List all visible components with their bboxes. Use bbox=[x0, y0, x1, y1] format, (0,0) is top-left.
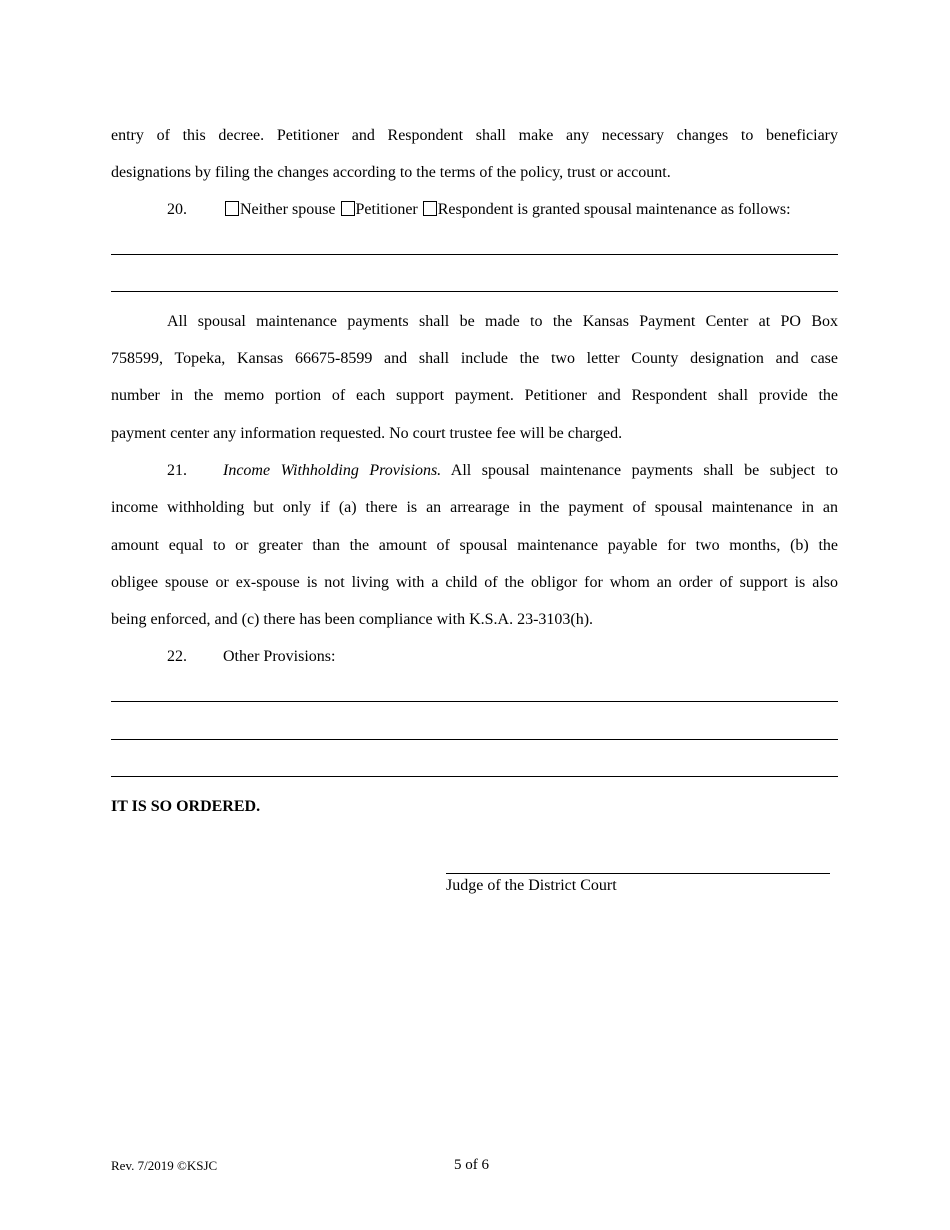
payments-line-4: payment center any information requested. No court trustee fee will be charged. bbox=[111, 425, 623, 442]
item-20-number: 20. bbox=[167, 201, 187, 218]
respondent-label: Respondent is granted spousal maintenance as follows: bbox=[437, 201, 791, 218]
item-22-label: Other Provisions: bbox=[223, 648, 336, 665]
item-21-line-4: obligee spouse or ex-spouse is not living with a child of the obligor for whom an order of support is also bbox=[111, 574, 838, 591]
item-21-title: Income Withholding Provisions. bbox=[223, 462, 442, 479]
judge-signature-line[interactable] bbox=[446, 873, 830, 874]
item-21-line-1 bbox=[223, 461, 838, 481]
item-21-number: 21. bbox=[167, 462, 187, 479]
neither-spouse-checkbox[interactable] bbox=[225, 201, 239, 216]
judge-signature-label: Judge of the District Court bbox=[446, 877, 617, 894]
paragraph-19-line-1: entry of this decree. Petitioner and Respondent shall make any necessary changes to beneficiary bbox=[111, 127, 838, 144]
respondent-checkbox[interactable] bbox=[423, 201, 437, 216]
page-number: 5 of 6 bbox=[454, 1157, 489, 1173]
other-provisions-fill-line-1[interactable] bbox=[111, 701, 838, 702]
payments-line-3: number in the memo portion of each support payment. Petitioner and Respondent shall provide the bbox=[111, 387, 838, 404]
other-provisions-fill-line-3[interactable] bbox=[111, 776, 838, 777]
item-20-options bbox=[225, 200, 838, 220]
payments-line-2: 758599, Topeka, Kansas 66675-8599 and shall include the two letter County designation and case bbox=[111, 350, 838, 367]
petitioner-label: Petitioner bbox=[355, 201, 418, 218]
revision-footer: Rev. 7/2019 ©KSJC bbox=[111, 1158, 218, 1173]
maintenance-fill-line-1[interactable] bbox=[111, 254, 838, 255]
item-21-line-3: amount equal to or greater than the amount of spousal maintenance payable for two months, (b) the bbox=[111, 537, 838, 554]
neither-spouse-label: Neither spouse bbox=[240, 201, 336, 218]
maintenance-fill-line-2[interactable] bbox=[111, 291, 838, 292]
item-21-line-5: being enforced, and (c) there has been compliance with K.S.A. 23-3103(h). bbox=[111, 611, 594, 628]
item-22-number: 22. bbox=[167, 648, 187, 665]
item-21-line-1-rest: All spousal maintenance payments shall be subject to bbox=[441, 462, 838, 479]
other-provisions-fill-line-2[interactable] bbox=[111, 739, 838, 740]
item-21-line-2: income withholding but only if (a) there is an arrearage in the payment of spousal maintenance in an bbox=[111, 499, 838, 516]
payments-line-1: All spousal maintenance payments shall be made to the Kansas Payment Center at PO Box bbox=[167, 313, 838, 330]
petitioner-checkbox[interactable] bbox=[341, 201, 355, 216]
paragraph-19-line-2: designations by filing the changes according to the terms of the policy, trust or account. bbox=[111, 164, 671, 181]
so-ordered-heading: IT IS SO ORDERED. bbox=[111, 798, 261, 815]
